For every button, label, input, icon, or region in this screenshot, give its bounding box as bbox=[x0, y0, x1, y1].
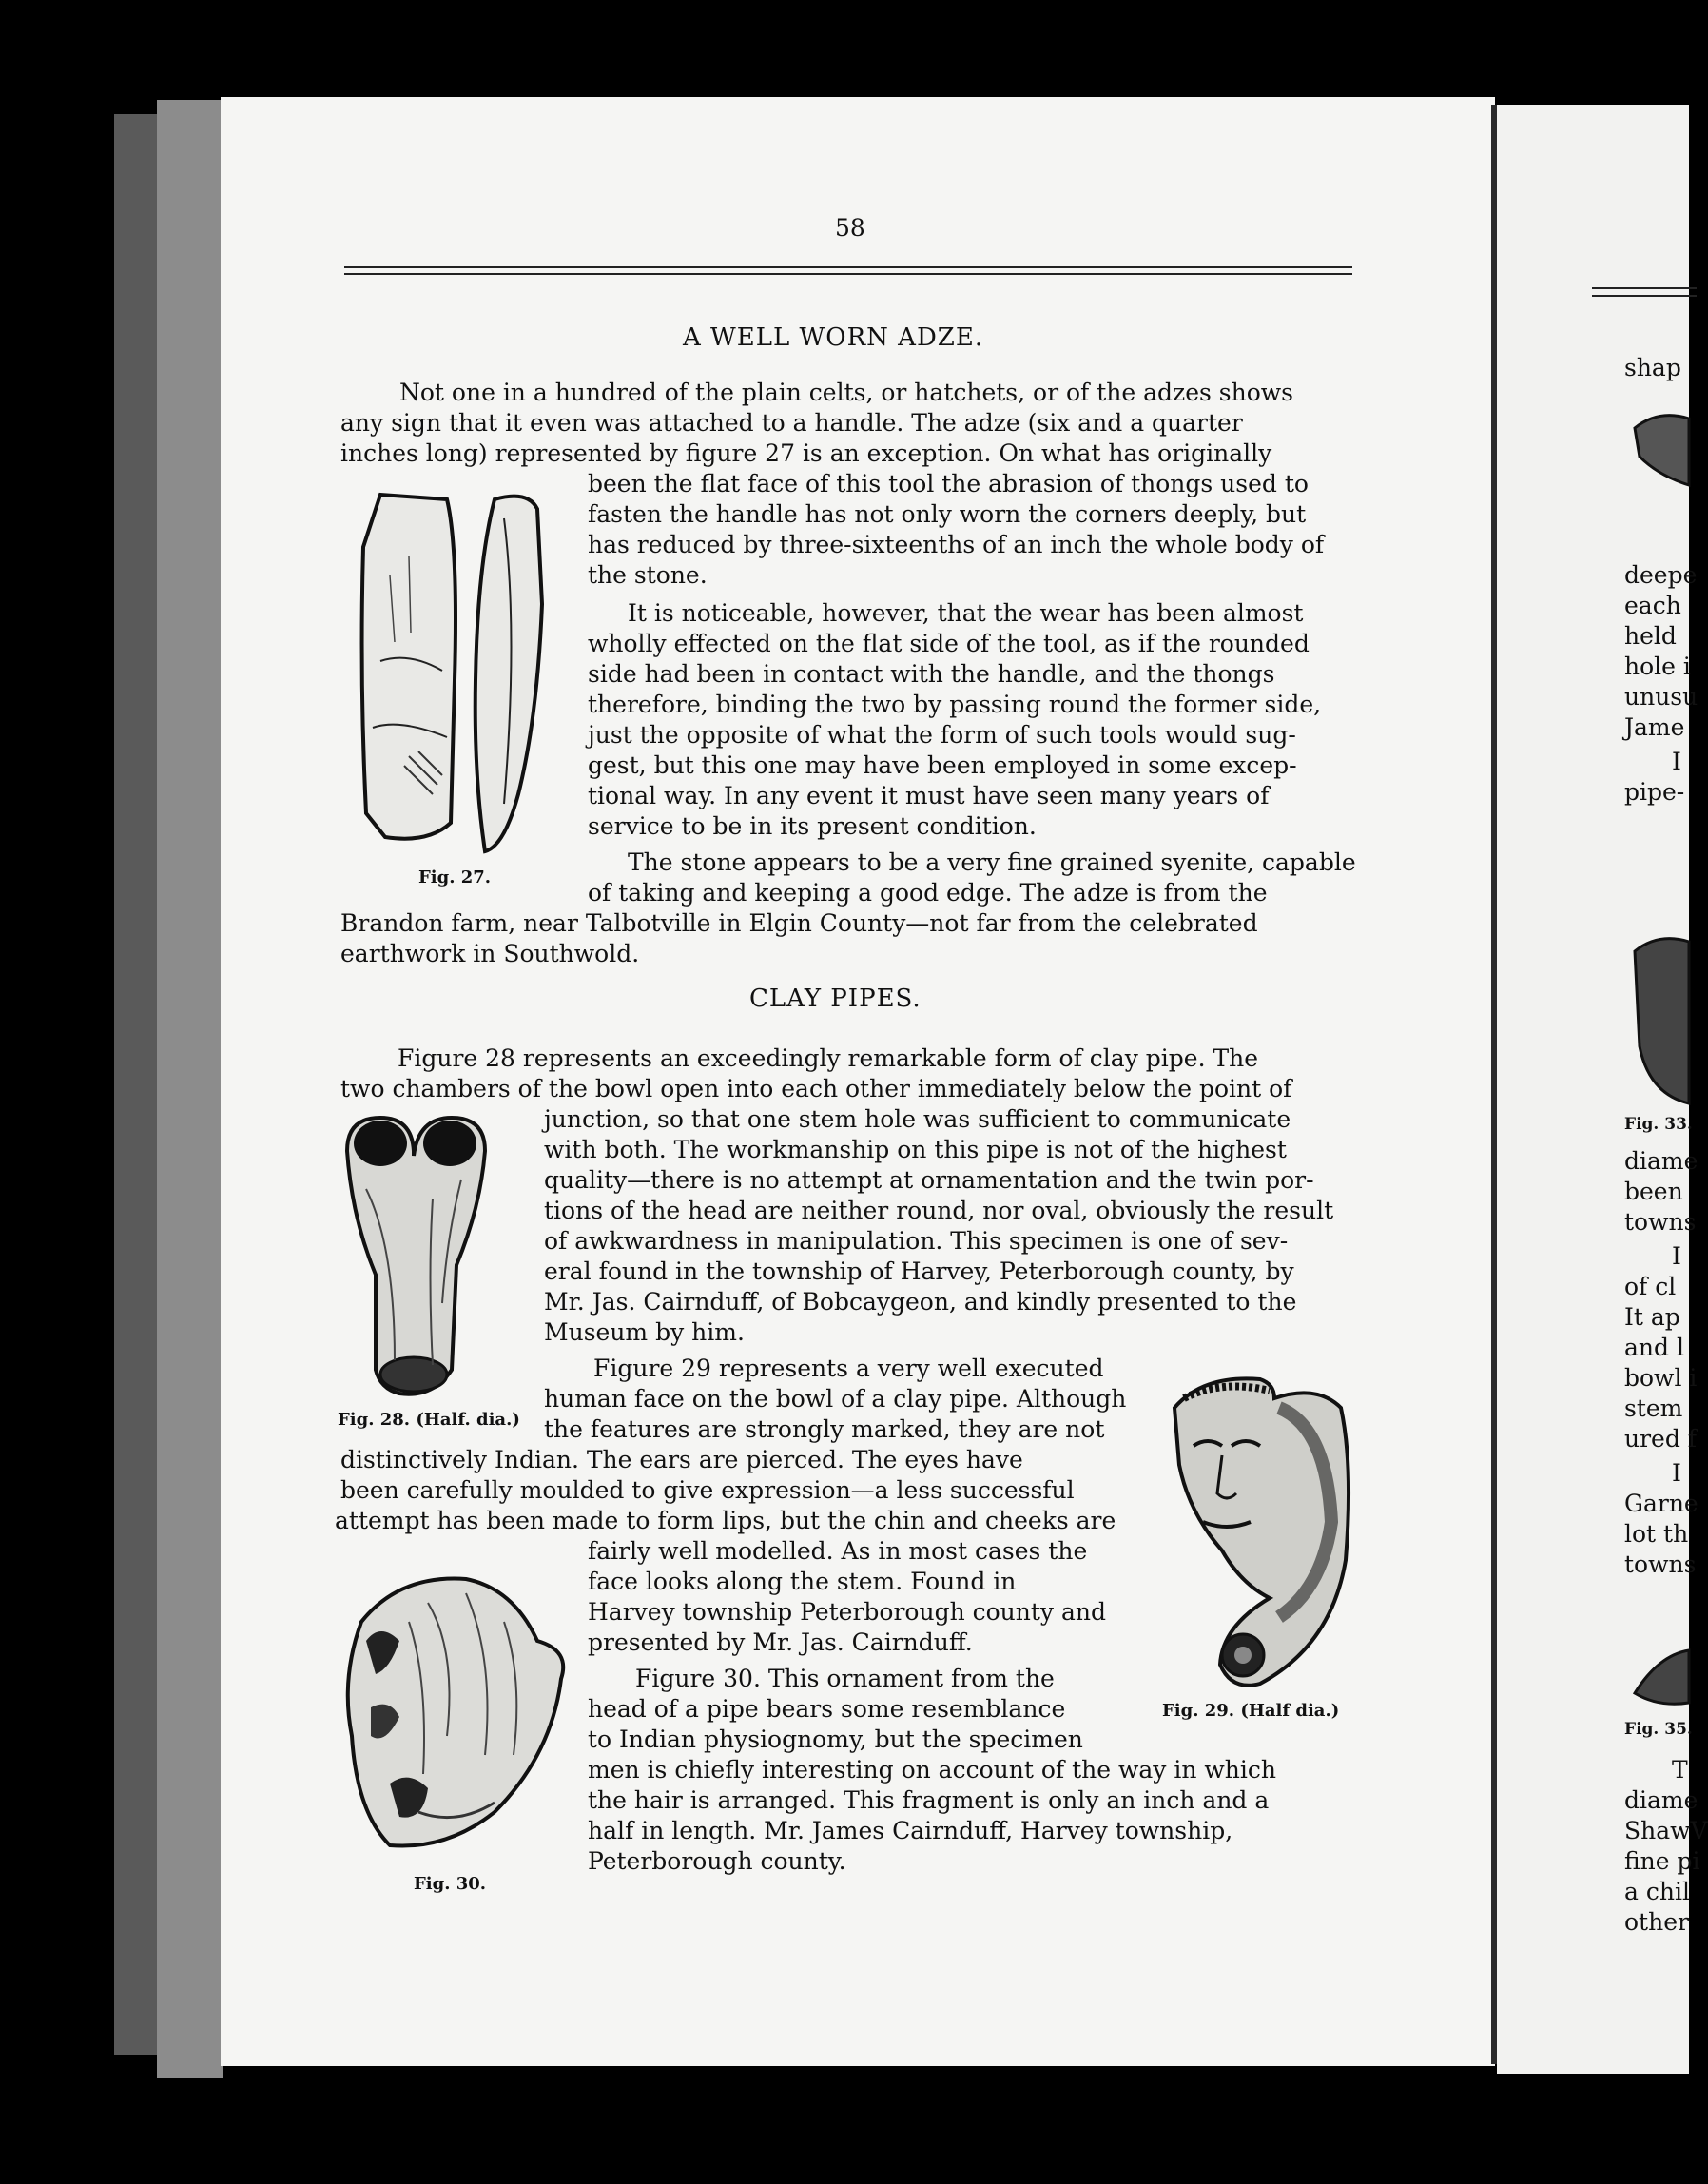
fig29-caption: Fig. 29. (Half dia.) bbox=[1162, 1701, 1340, 1721]
pipes-text-line: men is chiefly interesting on account of the way in which bbox=[588, 1756, 1276, 1784]
next-page-fragment: Jame bbox=[1624, 713, 1685, 741]
next-page-fragment: deepe bbox=[1624, 561, 1698, 589]
pipes-text-line: quality—there is no attempt at ornamentation and the twin por- bbox=[544, 1166, 1314, 1194]
adze-text-line: been the flat face of this tool the abrasion of thongs used to bbox=[588, 470, 1309, 497]
adze-text-line: wholly effected on the flat side of the tool, as if the rounded bbox=[588, 630, 1310, 657]
next-page-fragment: been bbox=[1624, 1178, 1683, 1205]
adze-text-line: The stone appears to be a very fine grained syenite, capable bbox=[628, 848, 1356, 876]
pipes-text-line: Figure 30. This ornament from the bbox=[635, 1665, 1055, 1692]
adze-text-line: has reduced by three-sixteenths of an inch the whole body of bbox=[588, 531, 1325, 558]
adze-text-line: any sign that it even was attached to a handle. The adze (six and a quarter bbox=[340, 409, 1243, 437]
adze-text-line: Not one in a hundred of the plain celts, or hatchets, or of the adzes shows bbox=[399, 379, 1293, 406]
next-page-figure-fragment bbox=[1630, 1646, 1689, 1712]
pipes-text-line: Figure 29 represents a very well executed bbox=[593, 1355, 1104, 1382]
adze-text-line: fasten the handle has not only worn the corners deeply, but bbox=[588, 500, 1307, 528]
pipes-text-line: Harvey township Peterborough county and bbox=[588, 1598, 1106, 1626]
adze-text-line: tional way. In any event it must have seen many years of bbox=[588, 782, 1270, 809]
pipes-text-line: Figure 28 represents an exceedingly remarkable form of clay pipe. The bbox=[398, 1044, 1259, 1072]
pipes-text-line: eral found in the township of Harvey, Peterborough county, by bbox=[544, 1258, 1294, 1285]
fig30-caption: Fig. 30. bbox=[414, 1874, 487, 1894]
next-page-fragment: other bbox=[1624, 1908, 1689, 1936]
next-page-fragment: and l bbox=[1624, 1334, 1684, 1361]
next-page-figure-fragment bbox=[1630, 932, 1689, 1113]
adze-text-line: inches long) represented by figure 27 is an exception. On what has originally bbox=[340, 439, 1272, 467]
next-page-fragment: towns bbox=[1624, 1550, 1697, 1578]
next-page-caption: Fig. 33. bbox=[1624, 1115, 1693, 1134]
header-rule-top bbox=[344, 266, 1352, 268]
pipes-text-line: Mr. Jas. Cairnduff, of Bobcaygeon, and kindly presented to the bbox=[544, 1288, 1297, 1316]
adze-text-line: Brandon farm, near Talbotville in Elgin County—not far from the celebrated bbox=[340, 909, 1258, 937]
fig28-caption: Fig. 28. (Half. dia.) bbox=[338, 1410, 520, 1430]
next-page-fragment: fine pi bbox=[1624, 1847, 1700, 1875]
next-page-fragment: a chil bbox=[1624, 1878, 1690, 1905]
next-page-fragment: lot th bbox=[1624, 1520, 1689, 1548]
next-page-fragment: T bbox=[1672, 1756, 1688, 1784]
adze-text-line: therefore, binding the two by passing round the former side, bbox=[588, 691, 1322, 718]
next-page-figure-fragment bbox=[1630, 409, 1689, 495]
pipe-head-ornament-illustration bbox=[333, 1565, 571, 1860]
next-page-fragment: of cl bbox=[1624, 1273, 1677, 1300]
pipes-text-line: tions of the head are neither round, nor oval, obviously the result bbox=[544, 1197, 1334, 1224]
adze-illustration bbox=[352, 490, 566, 861]
pipes-text-line: head of a pipe bears some resemblance bbox=[588, 1695, 1066, 1723]
pipes-text-line: presented by Mr. Jas. Cairnduff. bbox=[588, 1628, 973, 1656]
next-page-fragment: It ap bbox=[1624, 1303, 1680, 1331]
pipes-text-line: junction, so that one stem hole was sufficient to communicate bbox=[544, 1105, 1291, 1133]
pipes-text-line: fairly well modelled. As in most cases the bbox=[588, 1537, 1088, 1565]
next-page-fragment: diame bbox=[1624, 1147, 1698, 1175]
next-page-fragment: I bbox=[1672, 1242, 1681, 1270]
header-rule-bottom bbox=[344, 273, 1352, 275]
next-page-fragment: pipe- bbox=[1624, 778, 1685, 806]
pipes-text-line: attempt has been made to form lips, but the chin and cheeks are bbox=[335, 1507, 1116, 1534]
next-page-fragment: Garne bbox=[1624, 1490, 1698, 1517]
pipes-text-line: with both. The workmanship on this pipe is not of the highest bbox=[544, 1136, 1287, 1163]
pipes-text-line: Museum by him. bbox=[544, 1318, 745, 1346]
adze-text-line: earthwork in Southwold. bbox=[340, 940, 640, 967]
pipes-text-line: of awkwardness in manipulation. This specimen is one of sev- bbox=[544, 1227, 1289, 1255]
book-edge-pages bbox=[157, 100, 223, 2078]
next-page-fragment: I bbox=[1672, 1459, 1681, 1487]
adze-text-line: It is noticeable, however, that the wear has been almost bbox=[628, 599, 1304, 627]
adze-text-line: just the opposite of what the form of such tools would sug- bbox=[588, 721, 1296, 749]
page-number: 58 bbox=[835, 214, 865, 242]
section-title-clay-pipes: CLAY PIPES. bbox=[749, 985, 922, 1013]
next-page-caption: Fig. 35. bbox=[1624, 1720, 1693, 1739]
next-page-rule bbox=[1592, 287, 1697, 289]
adze-text-line: side had been in contact with the handle, and the thongs bbox=[588, 660, 1275, 688]
pipes-text-line: the hair is arranged. This fragment is only an inch and a bbox=[588, 1786, 1270, 1814]
section-title-adze: A WELL WORN ADZE. bbox=[683, 323, 984, 352]
pipes-text-line: distinctively Indian. The ears are pierced. The eyes have bbox=[340, 1446, 1023, 1473]
next-page-edge bbox=[1497, 105, 1708, 2074]
next-page-fragment: each bbox=[1624, 592, 1681, 619]
human-face-pipe-illustration bbox=[1165, 1370, 1355, 1693]
pipes-text-line: two chambers of the bowl open into each other immediately below the point of bbox=[340, 1075, 1292, 1102]
next-page-rule bbox=[1592, 295, 1697, 297]
next-page-fragment: I bbox=[1672, 748, 1681, 775]
twin-bowl-pipe-illustration bbox=[338, 1113, 509, 1408]
next-page-fragment: unusu bbox=[1624, 683, 1698, 711]
pipes-text-line: human face on the bowl of a clay pipe. Although bbox=[544, 1385, 1127, 1413]
next-page-fragment: stem bbox=[1624, 1394, 1683, 1422]
pipes-text-line: to Indian physiognomy, but the specimen bbox=[588, 1726, 1083, 1753]
fig27-caption: Fig. 27. bbox=[418, 868, 492, 887]
next-page-fragment: ShawV bbox=[1624, 1817, 1708, 1844]
adze-text-line: service to be in its present condition. bbox=[588, 812, 1037, 840]
adze-text-line: the stone. bbox=[588, 561, 708, 589]
next-page-fragment: bowl i bbox=[1624, 1364, 1698, 1392]
next-page-fragment: hole i bbox=[1624, 653, 1691, 680]
pipes-text-line: Peterborough county. bbox=[588, 1847, 846, 1875]
next-page-fragment: towns bbox=[1624, 1208, 1697, 1236]
pipes-text-line: face looks along the stem. Found in bbox=[588, 1568, 1017, 1595]
next-page-fragment: diame bbox=[1624, 1786, 1698, 1814]
adze-text-line: gest, but this one may have been employed in some excep- bbox=[588, 751, 1297, 779]
adze-text-line: of taking and keeping a good edge. The adze is from the bbox=[588, 879, 1268, 907]
pipes-text-line: half in length. Mr. James Cairnduff, Harvey township, bbox=[588, 1817, 1233, 1844]
next-page-fragment: ured f bbox=[1624, 1425, 1698, 1453]
pipes-text-line: the features are strongly marked, they are not bbox=[544, 1415, 1105, 1443]
pipes-text-line: been carefully moulded to give expression—a less successful bbox=[340, 1476, 1075, 1504]
next-page-fragment: shap bbox=[1624, 354, 1681, 381]
next-page-fragment: held bbox=[1624, 622, 1677, 650]
